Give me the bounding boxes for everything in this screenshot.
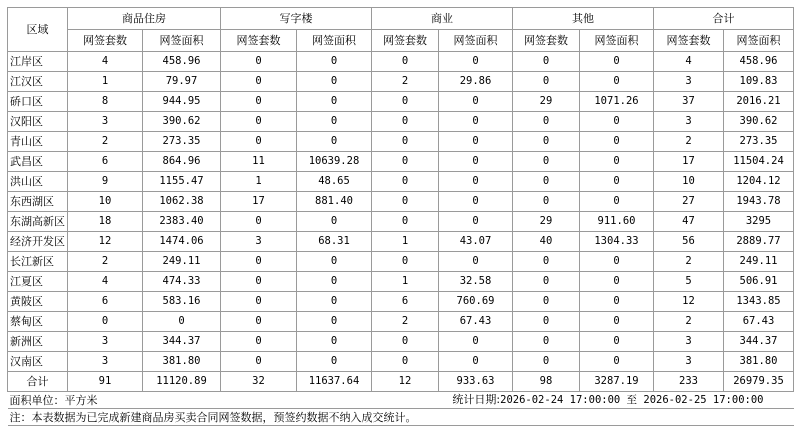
region-name: 东西湖区 — [8, 192, 68, 212]
area-cell: 67.43 — [439, 312, 513, 332]
area-cell: 911.60 — [580, 212, 654, 232]
units-cell: 0 — [372, 192, 439, 212]
area-cell: 0 — [297, 132, 372, 152]
area-cell: 3287.19 — [580, 372, 654, 392]
area-cell: 249.11 — [143, 252, 221, 272]
area-cell: 11637.64 — [297, 372, 372, 392]
units-cell: 37 — [654, 92, 724, 112]
units-cell: 17 — [221, 192, 297, 212]
units-cell: 32 — [221, 372, 297, 392]
area-cell: 32.58 — [439, 272, 513, 292]
area-cell: 1343.85 — [724, 292, 794, 312]
area-cell: 583.16 — [143, 292, 221, 312]
area-cell: 0 — [580, 72, 654, 92]
units-cell: 0 — [372, 152, 439, 172]
table-row — [8, 192, 794, 212]
table-row — [8, 112, 794, 132]
units-cell: 0 — [221, 112, 297, 132]
region-name: 青山区 — [8, 132, 68, 152]
stat-date-range: 2026-02-24 17:00:00 至 2026-02-25 17:00:00 — [500, 394, 764, 407]
region-name: 江汉区 — [8, 72, 68, 92]
sub-header-units: 网签套数 — [654, 30, 724, 52]
units-cell: 0 — [221, 92, 297, 112]
group-header-other: 其他 — [513, 8, 654, 30]
units-cell: 2 — [372, 312, 439, 332]
region-name: 长江新区 — [8, 252, 68, 272]
sub-header-area: 网签面积 — [143, 30, 221, 52]
area-cell: 0 — [297, 52, 372, 72]
units-cell: 0 — [221, 252, 297, 272]
units-cell: 1 — [372, 272, 439, 292]
units-cell: 0 — [372, 112, 439, 132]
units-cell: 0 — [513, 252, 580, 272]
units-cell: 91 — [68, 372, 143, 392]
region-name: 蔡甸区 — [8, 312, 68, 332]
area-cell: 11120.89 — [143, 372, 221, 392]
area-cell: 0 — [580, 192, 654, 212]
units-cell: 2 — [654, 252, 724, 272]
area-cell: 0 — [439, 252, 513, 272]
units-cell: 3 — [654, 72, 724, 92]
table-row — [8, 272, 794, 292]
area-cell: 2016.21 — [724, 92, 794, 112]
area-cell: 1304.33 — [580, 232, 654, 252]
units-cell: 11 — [221, 152, 297, 172]
units-cell: 0 — [513, 352, 580, 372]
units-cell: 4 — [68, 52, 143, 72]
area-cell: 0 — [580, 172, 654, 192]
region-name: 黄陂区 — [8, 292, 68, 312]
region-name: 武昌区 — [8, 152, 68, 172]
area-cell: 67.43 — [724, 312, 794, 332]
area-cell: 0 — [297, 352, 372, 372]
group-header-residential: 商品住房 — [68, 8, 221, 30]
units-cell: 2 — [654, 312, 724, 332]
units-cell: 0 — [513, 112, 580, 132]
units-cell: 10 — [654, 172, 724, 192]
area-cell: 1155.47 — [143, 172, 221, 192]
area-cell: 0 — [297, 252, 372, 272]
units-cell: 6 — [68, 292, 143, 312]
region-name: 硚口区 — [8, 92, 68, 112]
area-cell: 273.35 — [724, 132, 794, 152]
sub-header-units: 网签套数 — [68, 30, 143, 52]
region-name: 江岸区 — [8, 52, 68, 72]
area-cell: 2889.77 — [724, 232, 794, 252]
units-cell: 0 — [372, 92, 439, 112]
area-cell: 249.11 — [724, 252, 794, 272]
units-cell: 0 — [372, 212, 439, 232]
area-cell: 1204.12 — [724, 172, 794, 192]
units-cell: 8 — [68, 92, 143, 112]
table-row — [8, 292, 794, 312]
area-cell: 381.80 — [724, 352, 794, 372]
area-cell: 1943.78 — [724, 192, 794, 212]
units-cell: 0 — [221, 72, 297, 92]
area-cell: 0 — [439, 332, 513, 352]
units-cell: 6 — [372, 292, 439, 312]
units-cell: 0 — [372, 132, 439, 152]
sub-header-area: 网签面积 — [439, 30, 513, 52]
units-cell: 0 — [221, 292, 297, 312]
area-cell: 0 — [297, 292, 372, 312]
units-cell: 1 — [68, 72, 143, 92]
units-cell: 3 — [68, 352, 143, 372]
area-cell: 0 — [580, 312, 654, 332]
units-cell: 12 — [654, 292, 724, 312]
units-cell: 2 — [654, 132, 724, 152]
transaction-table — [7, 7, 794, 426]
region-name: 合计 — [8, 372, 68, 392]
area-cell: 43.07 — [439, 232, 513, 252]
units-cell: 0 — [221, 272, 297, 292]
group-header-commercial: 商业 — [372, 8, 513, 30]
units-cell: 5 — [654, 272, 724, 292]
group-header-total: 合计 — [654, 8, 794, 30]
units-cell: 3 — [68, 332, 143, 352]
stat-date-label: 统计日期: — [452, 393, 501, 407]
units-cell: 0 — [68, 312, 143, 332]
units-cell: 17 — [654, 152, 724, 172]
area-cell: 1474.06 — [143, 232, 221, 252]
units-cell: 0 — [221, 132, 297, 152]
area-cell: 390.62 — [724, 112, 794, 132]
sub-header-units: 网签套数 — [513, 30, 580, 52]
area-cell: 944.95 — [143, 92, 221, 112]
units-cell: 9 — [68, 172, 143, 192]
footer-row-note — [8, 409, 794, 426]
area-cell: 68.31 — [297, 232, 372, 252]
area-cell: 0 — [143, 312, 221, 332]
area-cell: 0 — [439, 112, 513, 132]
units-cell: 0 — [221, 332, 297, 352]
area-cell: 881.40 — [297, 192, 372, 212]
area-cell: 864.96 — [143, 152, 221, 172]
area-cell: 760.69 — [439, 292, 513, 312]
units-cell: 0 — [372, 52, 439, 72]
sub-header-row — [8, 30, 794, 52]
units-cell: 0 — [513, 152, 580, 172]
area-cell: 0 — [439, 92, 513, 112]
units-cell: 4 — [68, 272, 143, 292]
table-row — [8, 52, 794, 72]
units-cell: 3 — [654, 112, 724, 132]
area-cell: 109.83 — [724, 72, 794, 92]
units-cell: 0 — [513, 192, 580, 212]
area-cell: 1071.26 — [580, 92, 654, 112]
units-cell: 47 — [654, 212, 724, 232]
area-cell: 0 — [297, 332, 372, 352]
area-cell: 0 — [580, 252, 654, 272]
total-row — [8, 372, 794, 392]
table-row — [8, 92, 794, 112]
units-cell: 6 — [68, 152, 143, 172]
area-cell: 0 — [439, 52, 513, 72]
area-cell: 0 — [297, 312, 372, 332]
area-cell: 0 — [580, 292, 654, 312]
units-cell: 1 — [372, 232, 439, 252]
units-cell: 4 — [654, 52, 724, 72]
area-cell: 48.65 — [297, 172, 372, 192]
units-cell: 0 — [221, 352, 297, 372]
table-row — [8, 252, 794, 272]
units-cell: 3 — [221, 232, 297, 252]
area-cell: 1062.38 — [143, 192, 221, 212]
units-cell: 29 — [513, 212, 580, 232]
region-name: 江夏区 — [8, 272, 68, 292]
units-cell: 2 — [372, 72, 439, 92]
sub-header-area: 网签面积 — [580, 30, 654, 52]
units-cell: 0 — [513, 172, 580, 192]
area-cell: 506.91 — [724, 272, 794, 292]
units-cell: 0 — [221, 312, 297, 332]
group-header-office: 写字楼 — [221, 8, 372, 30]
area-cell: 381.80 — [143, 352, 221, 372]
units-cell: 3 — [654, 332, 724, 352]
units-cell: 3 — [654, 352, 724, 372]
sub-header-area: 网签面积 — [297, 30, 372, 52]
units-cell: 0 — [372, 172, 439, 192]
units-cell: 12 — [372, 372, 439, 392]
units-cell: 56 — [654, 232, 724, 252]
area-cell: 0 — [297, 272, 372, 292]
table-row — [8, 212, 794, 232]
units-cell: 98 — [513, 372, 580, 392]
area-cell: 3295 — [724, 212, 794, 232]
table-note: 注：本表数据为已完成新建商品房买卖合同网签数据，预签约数据不纳入成交统计。 — [8, 409, 794, 426]
units-cell: 0 — [513, 272, 580, 292]
units-cell: 2 — [68, 252, 143, 272]
region-name: 经济开发区 — [8, 232, 68, 252]
area-cell: 11504.24 — [724, 152, 794, 172]
area-cell: 0 — [580, 352, 654, 372]
region-name: 新洲区 — [8, 332, 68, 352]
area-cell: 0 — [439, 212, 513, 232]
sub-header-units: 网签套数 — [372, 30, 439, 52]
area-cell: 10639.28 — [297, 152, 372, 172]
region-name: 汉南区 — [8, 352, 68, 372]
area-cell: 0 — [580, 272, 654, 292]
units-cell: 0 — [513, 312, 580, 332]
area-cell: 0 — [439, 132, 513, 152]
group-header-row — [8, 8, 794, 30]
area-cell: 0 — [439, 172, 513, 192]
area-cell: 458.96 — [143, 52, 221, 72]
region-name: 汉阳区 — [8, 112, 68, 132]
area-cell: 26979.35 — [724, 372, 794, 392]
units-cell: 12 — [68, 232, 143, 252]
units-cell: 2 — [68, 132, 143, 152]
footer-row-unit — [8, 392, 794, 409]
area-cell: 29.86 — [439, 72, 513, 92]
units-cell: 233 — [654, 372, 724, 392]
area-cell: 0 — [439, 152, 513, 172]
area-cell: 390.62 — [143, 112, 221, 132]
units-cell: 3 — [68, 112, 143, 132]
units-cell: 0 — [221, 212, 297, 232]
table-row — [8, 132, 794, 152]
area-cell: 2383.40 — [143, 212, 221, 232]
units-cell: 0 — [372, 352, 439, 372]
units-cell: 0 — [513, 132, 580, 152]
units-cell: 29 — [513, 92, 580, 112]
area-cell: 0 — [297, 212, 372, 232]
units-cell: 0 — [372, 332, 439, 352]
area-cell: 0 — [580, 332, 654, 352]
units-cell: 0 — [513, 52, 580, 72]
table-row — [8, 172, 794, 192]
area-cell: 0 — [580, 52, 654, 72]
region-name: 洪山区 — [8, 172, 68, 192]
area-cell: 0 — [297, 72, 372, 92]
units-cell: 27 — [654, 192, 724, 212]
area-cell: 458.96 — [724, 52, 794, 72]
area-cell: 79.97 — [143, 72, 221, 92]
area-cell: 0 — [580, 152, 654, 172]
area-cell: 0 — [297, 92, 372, 112]
units-cell: 18 — [68, 212, 143, 232]
stat-date — [221, 392, 794, 409]
region-name: 东湖高新区 — [8, 212, 68, 232]
units-cell: 10 — [68, 192, 143, 212]
area-cell: 0 — [580, 132, 654, 152]
region-header: 区域 — [8, 8, 68, 52]
sub-header-area: 网签面积 — [724, 30, 794, 52]
units-cell: 0 — [513, 72, 580, 92]
units-cell: 0 — [221, 52, 297, 72]
sub-header-units: 网签套数 — [221, 30, 297, 52]
units-cell: 1 — [221, 172, 297, 192]
area-unit-label: 面积单位：平方米 — [8, 392, 221, 409]
area-cell: 344.37 — [724, 332, 794, 352]
table-row — [8, 332, 794, 352]
units-cell: 0 — [513, 332, 580, 352]
area-cell: 0 — [297, 112, 372, 132]
area-cell: 0 — [580, 112, 654, 132]
table-row — [8, 152, 794, 172]
units-cell: 0 — [372, 252, 439, 272]
area-cell: 344.37 — [143, 332, 221, 352]
area-cell: 474.33 — [143, 272, 221, 292]
units-cell: 0 — [513, 292, 580, 312]
area-cell: 273.35 — [143, 132, 221, 152]
units-cell: 40 — [513, 232, 580, 252]
area-cell: 933.63 — [439, 372, 513, 392]
table-row — [8, 72, 794, 92]
area-cell: 0 — [439, 192, 513, 212]
table-row — [8, 312, 794, 332]
table-row — [8, 352, 794, 372]
table-row — [8, 232, 794, 252]
area-cell: 0 — [439, 352, 513, 372]
